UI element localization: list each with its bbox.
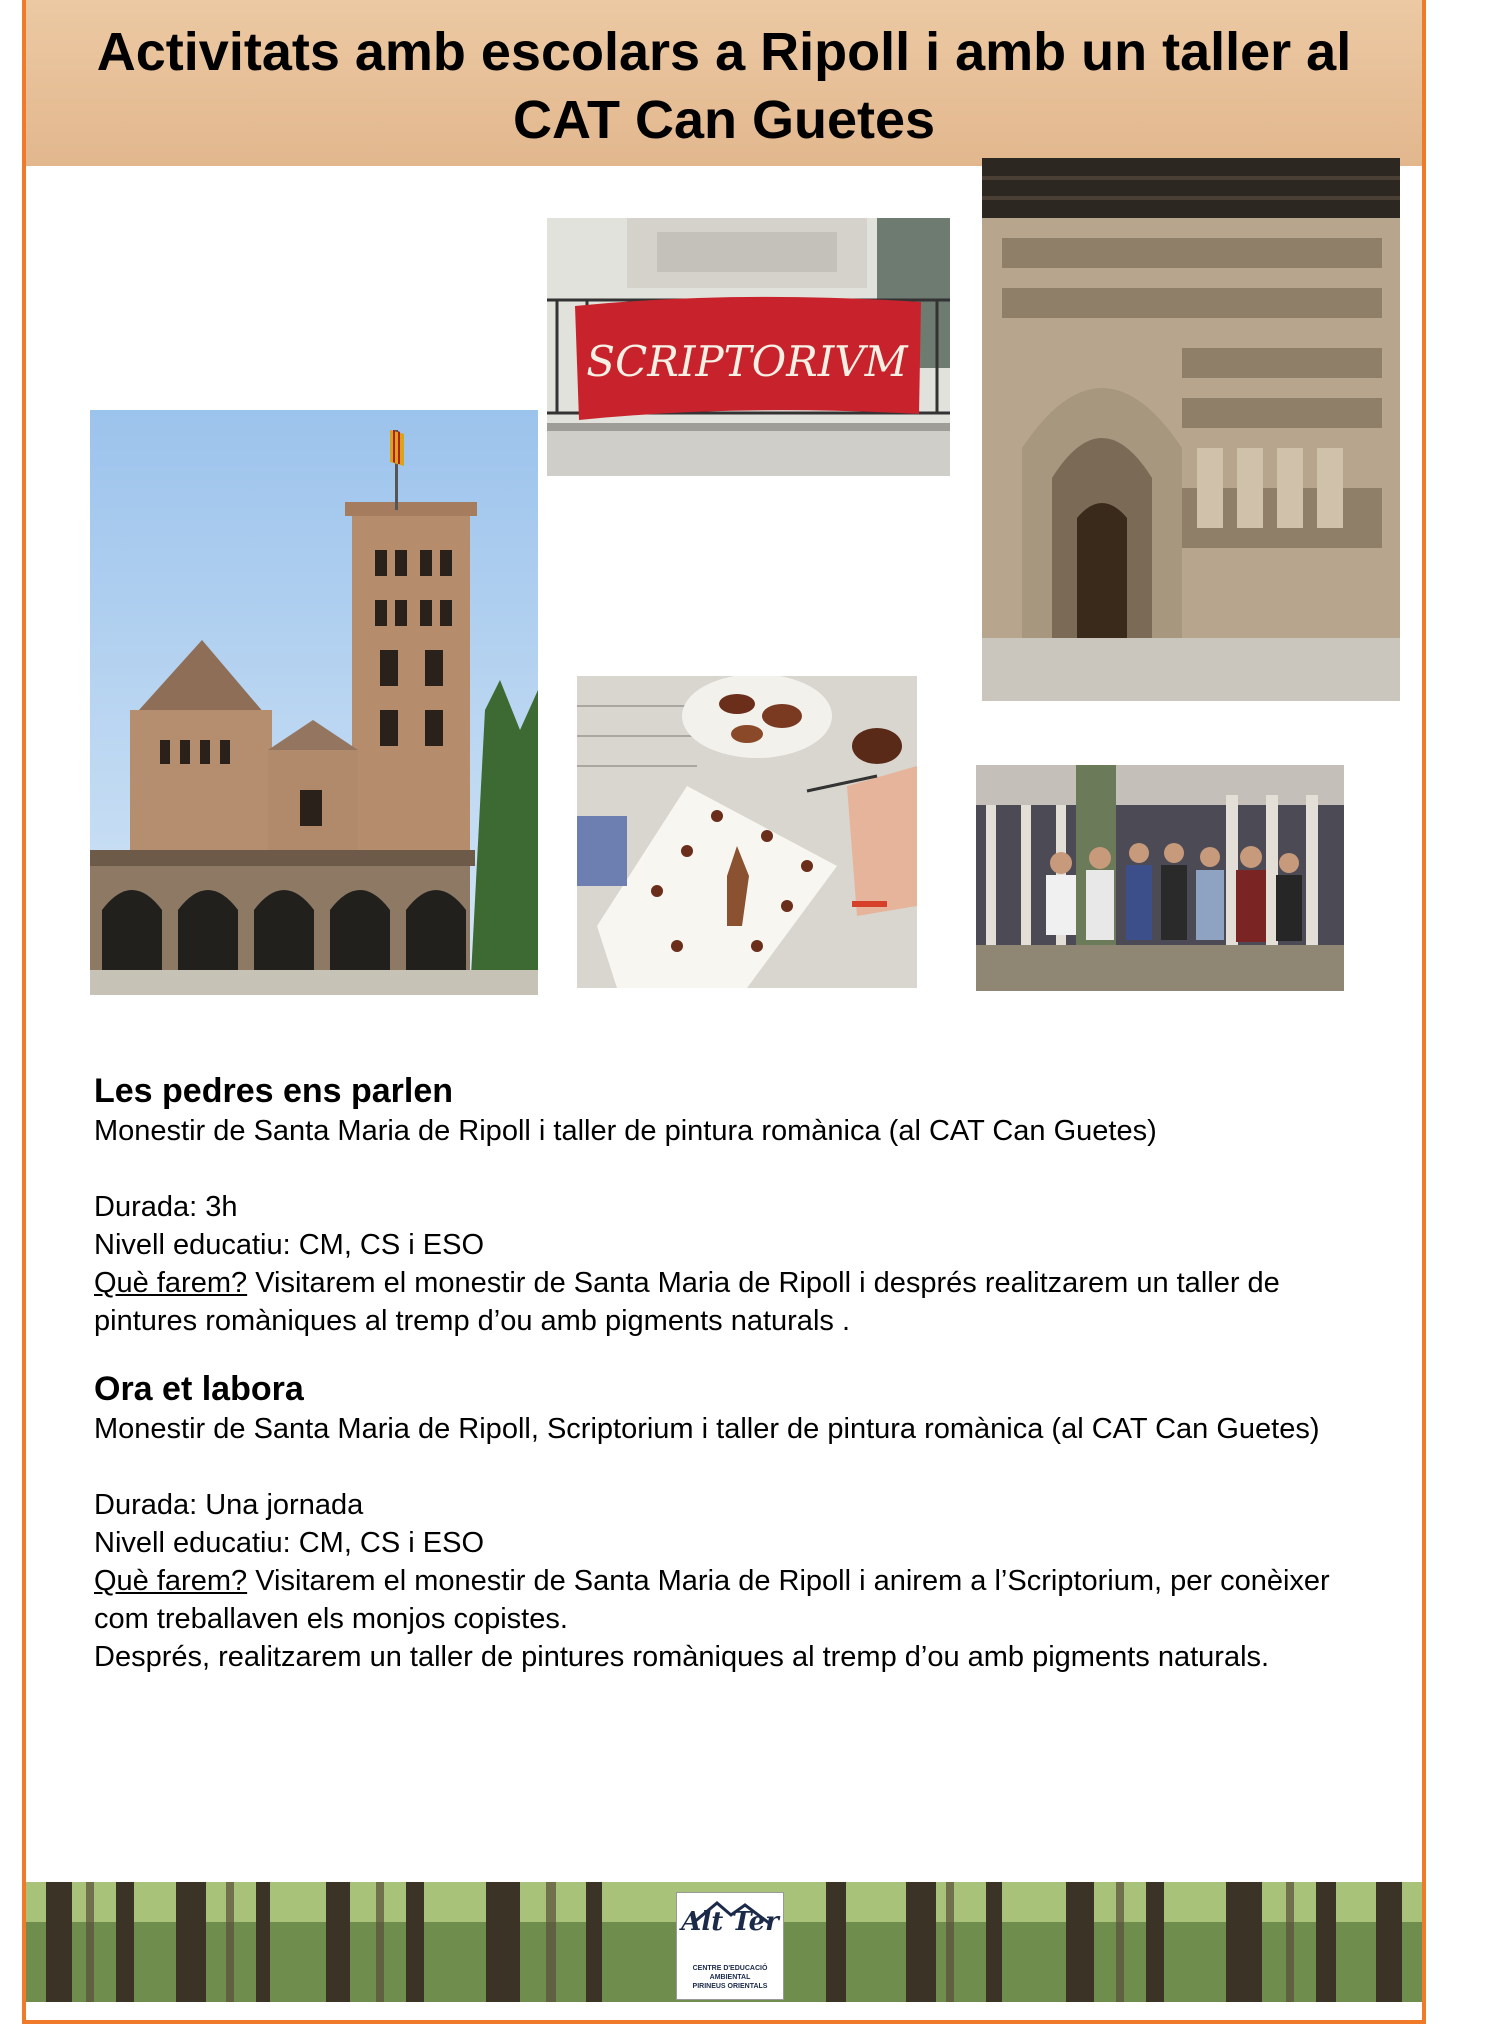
painting-workshop-photo	[577, 676, 917, 988]
activity-1-subtitle: Monestir de Santa Maria de Ripoll i taller de pintura romànica (al CAT Can Guetes)	[94, 1115, 1157, 1147]
cloister-students-photo	[976, 765, 1344, 991]
alt-ter-logo	[676, 1892, 784, 2000]
activity-2-what-text: Visitarem el monestir de Santa Maria de Ripoll i anirem a l’Scriptorium, per conèixer com treballaven els monjos copistes.	[94, 1565, 1330, 1635]
activity-1-what-label: Què farem?	[94, 1267, 248, 1299]
scriptorium-banner-photo	[547, 218, 950, 476]
activity-1	[94, 1070, 1384, 1340]
activity-2-level: Nivell educatiu: CM, CS i ESO	[94, 1527, 485, 1559]
banner-text: SCRIPTORIVM	[586, 337, 908, 386]
activity-2-subtitle: Monestir de Santa Maria de Ripoll, Scriptorium i taller de pintura romànica (al CAT Can Guetes)	[94, 1413, 1320, 1445]
title-line-1: Activitats amb escolars a Ripoll i amb un taller al	[96, 22, 1352, 82]
activity-2-what-label: Què farem?	[94, 1565, 248, 1597]
monastery-photo	[90, 410, 538, 995]
activities-section	[94, 1070, 1384, 1676]
activity-1-heading: Les pedres ens parlen	[94, 1072, 454, 1110]
portal-photo	[982, 158, 1400, 701]
activity-1-description	[94, 1264, 1384, 1340]
activity-1-level: Nivell educatiu: CM, CS i ESO	[94, 1229, 485, 1261]
activity-2	[94, 1368, 1384, 1676]
activity-2-heading: Ora et labora	[94, 1370, 304, 1408]
logo-sub-line-1: CENTRE D'EDUCACIÓ AMBIENTAL	[692, 1965, 768, 1981]
activity-2-description	[94, 1562, 1384, 1638]
title-line-2: CAT Can Guetes	[512, 90, 936, 150]
logo-sub-line-2: PIRINEUS ORIENTALS	[692, 1983, 768, 1990]
logo-name: Alt Ter	[681, 1907, 779, 1937]
page-title	[26, 18, 1422, 154]
activity-2-extra-text: Després, realitzarem un taller de pintures romàniques al tremp d’ou amb pigments naturals.	[94, 1641, 1270, 1673]
logo-subtitle	[677, 1964, 783, 1991]
activity-2-duration: Durada: Una jornada	[94, 1489, 364, 1521]
activity-1-what-text: Visitarem el monestir de Santa Maria de Ripoll i després realitzarem un taller de pintures romàniques al tremp d’ou amb pigments naturals .	[94, 1267, 1280, 1337]
activity-1-duration: Durada: 3h	[94, 1191, 238, 1223]
